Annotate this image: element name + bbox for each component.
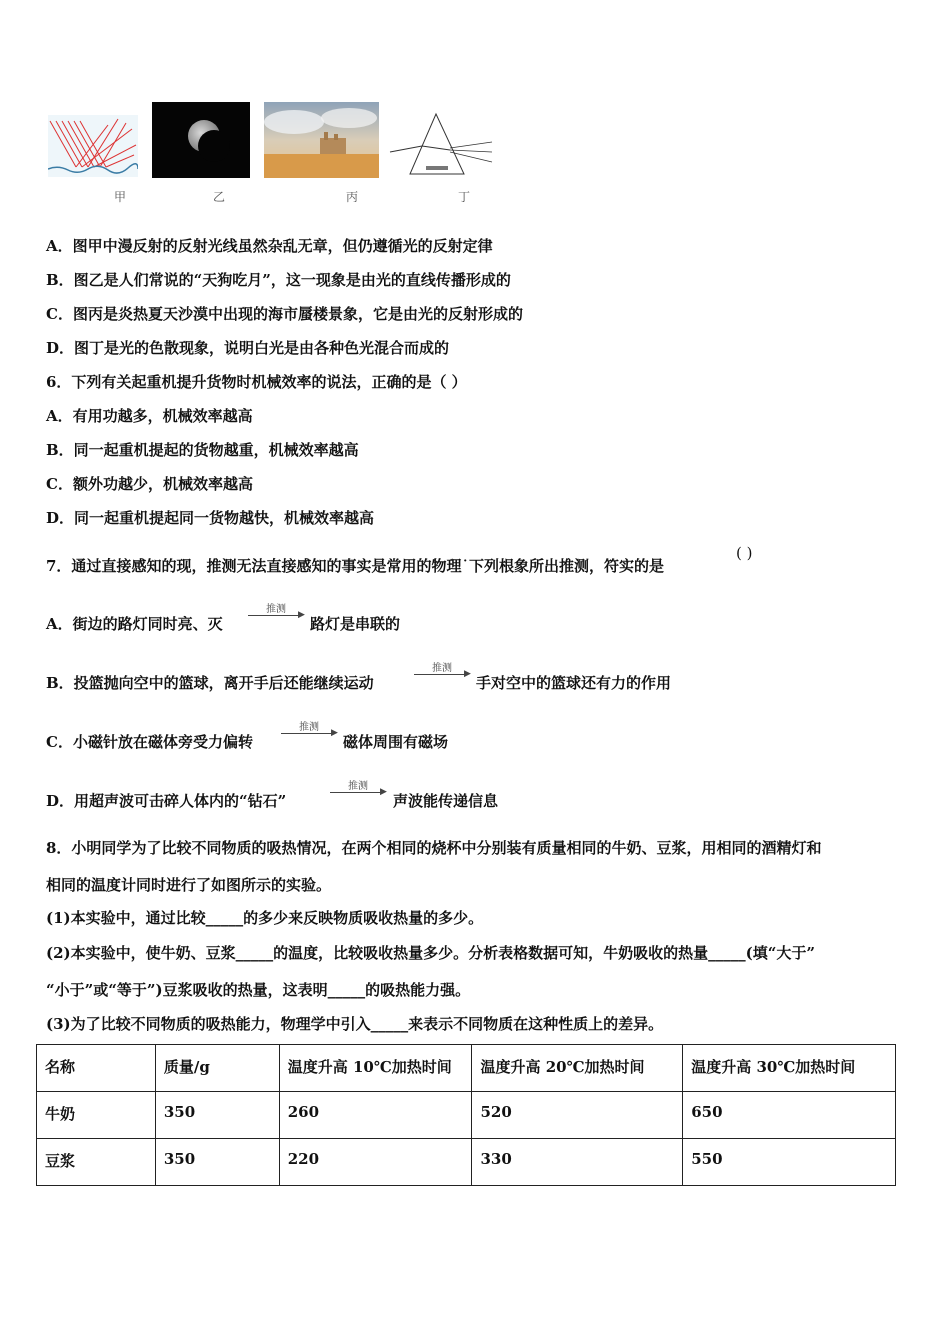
- table-header-cell: 温度升高 30℃加热时间: [683, 1045, 896, 1092]
- q8-stem-line2: 相同的温度计同时进行了如图所示的实验。: [46, 876, 332, 894]
- table-header-cell: 温度升高 10℃加热时间: [279, 1045, 472, 1092]
- infer-label: 推测: [348, 781, 368, 792]
- caption-yi: 乙: [213, 190, 226, 204]
- infer-label: 推测: [299, 722, 319, 733]
- arrow-head-icon: ▶: [464, 669, 471, 679]
- q6-option-c: C．额外功越少，机械效率越高: [46, 475, 253, 493]
- table-cell: 550: [683, 1139, 896, 1186]
- infer-arrow-a: [248, 600, 304, 622]
- infer-label: 推测: [266, 604, 286, 615]
- infer-label: 推测: [432, 663, 452, 674]
- arrow-head-icon: ▶: [298, 610, 305, 620]
- q6-option-b: B．同一起重机提起的货物越重，机械效率越高: [46, 441, 359, 459]
- table-header-cell: 温度升高 20℃加热时间: [472, 1045, 683, 1092]
- figure-lunar-eclipse: [152, 102, 250, 178]
- table-header-cell: 质量/g: [155, 1045, 279, 1092]
- table-cell: 260: [279, 1092, 472, 1139]
- table-cell: 350: [155, 1092, 279, 1139]
- q7-option-d-right: 声波能传递信息: [393, 792, 499, 810]
- table-header-cell: 名称: [37, 1045, 156, 1092]
- heating-data-table: [36, 1044, 896, 1186]
- table-row: [37, 1139, 896, 1186]
- q6-option-a: A．有用功越多，机械效率越高: [46, 407, 253, 425]
- table-cell: 330: [472, 1139, 683, 1186]
- caption-jia: 甲: [114, 190, 127, 204]
- q8-sub2-line1: (2)本实验中，使牛奶、豆浆_____的温度，比较吸收热量多少。分析表格数据可知，牛奶吸收的热量_____(填“大于”: [46, 944, 815, 962]
- figure-prism-dispersion: [388, 112, 498, 180]
- q8-sub2-line2: “小于”或“等于”)豆浆吸收的热量，这表明_____的吸热能力强。: [46, 981, 471, 999]
- q8-sub1: (1)本实验中，通过比较_____的多少来反映物质吸收热量的多少。: [46, 909, 484, 927]
- q8-sub3: (3)为了比较不同物质的吸热能力，物理学中引入_____来表示不同物质在这种性质上的差异。: [46, 1015, 664, 1033]
- q7-option-d-left: D．用超声波可击碎人体内的“钻石”: [46, 792, 287, 810]
- figure-desert-mirage: [264, 102, 379, 178]
- q7-option-b-left: B．投篮抛向空中的篮球，离开手后还能继续运动: [46, 674, 374, 692]
- table-cell: 650: [683, 1092, 896, 1139]
- q5-option-a: A．图甲中漫反射的反射光线虽然杂乱无章，但仍遵循光的反射定律: [46, 237, 493, 255]
- q5-option-b: B．图乙是人们常说的“天狗吃月”，这一现象是由光的直线传播形成的: [46, 271, 511, 289]
- table-row: [37, 1092, 896, 1139]
- caption-ding: 丁: [458, 190, 471, 204]
- q7-answer-paren: ( ): [736, 544, 753, 562]
- infer-arrow-c: [281, 718, 337, 740]
- q6-option-d: D．同一起重机提起同一货物越快，机械效率越高: [46, 509, 375, 527]
- arrow-head-icon: ▶: [380, 787, 387, 797]
- infer-arrow-d: [330, 777, 386, 799]
- table-cell: 350: [155, 1139, 279, 1186]
- table-cell: 520: [472, 1092, 683, 1139]
- q6-stem: 6．下列有关起重机提升货物时机械效率的说法，正确的是（ ）: [46, 373, 467, 391]
- q7-option-b-right: 手对空中的篮球还有力的作用: [476, 674, 672, 692]
- q5-option-c: C．图丙是炎热夏天沙漠中出现的海市蜃楼景象，它是由光的反射形成的: [46, 305, 523, 323]
- figure-diffuse-reflection: [48, 115, 138, 177]
- caption-bing: 丙: [346, 190, 359, 204]
- q8-stem-line1: 8．小明同学为了比较不同物质的吸热情况，在两个相同的烧杯中分别装有质量相同的牛奶、豆浆，用相同的酒精灯和: [46, 839, 822, 857]
- table-cell: 220: [279, 1139, 472, 1186]
- arrow-head-icon: ▶: [331, 728, 338, 738]
- table-cell: 豆浆: [37, 1139, 156, 1186]
- q5-option-d: D．图丁是光的色散现象，说明白光是由各种色光混合而成的: [46, 339, 450, 357]
- q7-option-c-right: 磁体周围有磁场: [343, 733, 449, 751]
- table-cell: 牛奶: [37, 1092, 156, 1139]
- table-header-row: [37, 1045, 896, 1092]
- q7-option-c-left: C．小磁针放在磁体旁受力偏转: [46, 733, 253, 751]
- q7-option-a-left: A．街边的路灯同时亮、灭: [46, 615, 223, 633]
- q7-option-a-right: 路灯是串联的: [310, 615, 401, 633]
- infer-arrow-b: [414, 659, 470, 681]
- q7-stem: 7．通过直接感知的现，推测无法直接感知的事实是常用的物理˙下列根象所出推测，符实的是: [46, 557, 664, 575]
